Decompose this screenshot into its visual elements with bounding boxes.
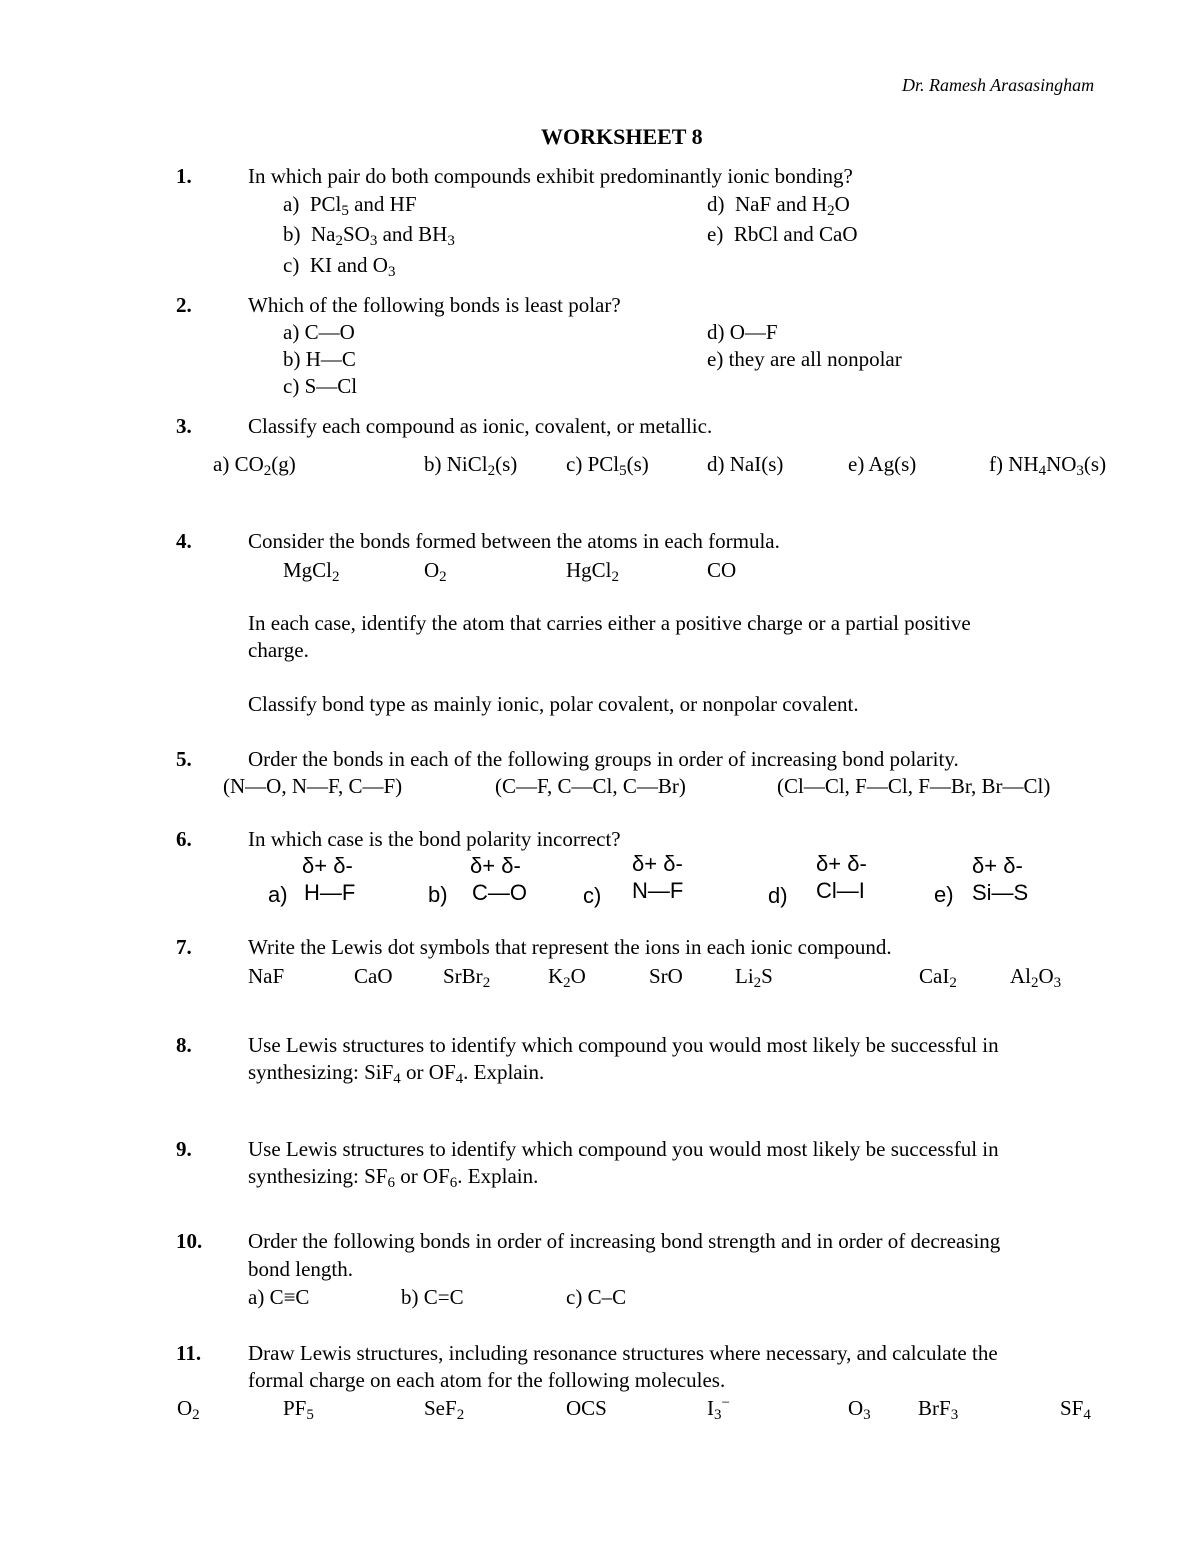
question-3-text: Classify each compound as ionic, covalent, or metallic.: [248, 414, 713, 438]
q9-line-2: synthesizing: $SF_6$ or $OF_6$. Explain.: [248, 1164, 539, 1191]
q10-option-c: c) C–C: [566, 1285, 627, 1309]
question-number-5: 5.: [176, 747, 192, 771]
q2-option-b: b) H—C: [283, 347, 356, 371]
q6-a-partial-charges: δ+ δ-: [302, 853, 353, 878]
q3-option-d: d) NaI(s): [707, 452, 784, 476]
q11-molecule-6: $O_3$: [848, 1396, 871, 1423]
q3-option-f: f) $NH_4NO_3(s)$: [989, 452, 1107, 479]
q7-compound-3: SrBr$_2$: [443, 964, 491, 991]
q6-a-letter: a): [268, 882, 288, 907]
question-number-4: 4.: [176, 529, 192, 553]
q3-option-a: a) $CO_2(g)$: [213, 452, 296, 479]
q6-b-partial-charges: δ+ δ-: [470, 853, 521, 878]
q6-d-bond: Cl—I: [816, 878, 865, 903]
q1-option-c: c) KI and $O_3$: [283, 253, 396, 280]
q8-line-2: synthesizing: SiF$_4$ or $OF_4$. Explain.: [248, 1060, 545, 1087]
author-name: Dr. Ramesh Arasasingham: [902, 75, 1095, 95]
q11-molecule-7: BrF$_3$: [918, 1396, 959, 1423]
question-2-text: Which of the following bonds is least polar?: [248, 293, 621, 317]
q11-line-1: Draw Lewis structures, including resonance structures where necessary, and calculate the: [248, 1341, 998, 1365]
q4-paragraph-1-line-2: charge.: [248, 638, 309, 662]
q10-line-1: Order the following bonds in order of increasing bond strength and in order of decreasing: [248, 1229, 1001, 1253]
q4-formula-2: $O_2$: [424, 558, 447, 585]
question-number-1: 1.: [176, 164, 192, 188]
q4-formula-4: CO: [707, 558, 737, 582]
q11-molecule-8: $SF_4$: [1060, 1396, 1091, 1423]
q6-c-letter: c): [583, 883, 602, 908]
q4-formula-1: MgCl$_2$: [283, 558, 340, 585]
q7-compound-5: SrO: [649, 964, 683, 988]
question-number-6: 6.: [176, 827, 192, 851]
q11-molecule-4: OCS: [566, 1396, 607, 1420]
q1-option-a: a) PCl$_5$ and HF: [283, 192, 417, 219]
question-number-2: 2.: [176, 293, 192, 317]
q5-group-2: (C—F, C—Cl, C—Br): [495, 774, 686, 798]
q2-option-d: d) O—F: [707, 320, 778, 344]
q10-option-a: a) C≡C: [248, 1285, 310, 1309]
question-7-text: Write the Lewis dot symbols that represent the ions in each ionic compound.: [248, 935, 892, 959]
q6-c-bond: N—F: [632, 878, 684, 903]
worksheet-title: WORKSHEET 8: [541, 124, 703, 149]
q6-b-letter: b): [428, 882, 448, 907]
q7-compound-1: NaF: [248, 964, 285, 988]
q8-line-1: Use Lewis structures to identify which compound you would most likely be successful in: [248, 1033, 999, 1057]
q6-e-partial-charges: δ+ δ-: [972, 853, 1023, 878]
q10-line-2: bond length.: [248, 1257, 353, 1281]
q7-compound-6: $Li_2S$: [735, 964, 773, 991]
q11-molecule-1: $O_2$: [177, 1396, 200, 1423]
q5-group-1: (N—O, N—F, C—F): [223, 774, 403, 798]
q4-formula-3: HgCl$_2$: [566, 558, 620, 585]
q6-a-bond: H—F: [304, 880, 356, 905]
question-number-7: 7.: [176, 935, 192, 959]
q11-line-2: formal charge on each atom for the following molecules.: [248, 1368, 726, 1392]
q2-option-e: e) they are all nonpolar: [707, 347, 902, 371]
q1-option-b: b) $Na_2SO_3$ and $BH_3$: [283, 222, 455, 249]
question-number-9: 9.: [176, 1137, 192, 1161]
q6-e-bond: Si—S: [972, 880, 1029, 905]
question-1-text: In which pair do both compounds exhibit predominantly ionic bonding?: [248, 164, 853, 188]
q2-option-c: c) S—Cl: [283, 374, 358, 398]
q1-option-e: e) RbCl and CaO: [707, 222, 858, 246]
question-number-11: 11.: [176, 1341, 202, 1365]
q11-molecule-2: $PF_5$: [283, 1396, 314, 1423]
q1-option-d: d) NaF and $H_2O$: [707, 192, 850, 219]
q3-option-b: b) NiCl$_2$(s): [424, 452, 518, 479]
q6-e-letter: e): [934, 882, 954, 907]
q4-paragraph-1-line-1: In each case, identify the atom that carries either a positive charge or a partial positive: [248, 611, 971, 635]
q6-b-bond: C—O: [472, 880, 527, 905]
q5-group-3: (Cl—Cl, F—Cl, F—Br, Br—Cl): [777, 774, 1051, 798]
q11-molecule-3: SeF$_2$: [424, 1396, 465, 1423]
q7-compound-4: $K_2O$: [548, 964, 586, 991]
question-5-text: Order the bonds in each of the following groups in order of increasing bond polarity.: [248, 747, 959, 771]
question-4-text: Consider the bonds formed between the atoms in each formula.: [248, 529, 780, 553]
q7-compound-8: $Al_2O_3$: [1010, 964, 1062, 991]
q3-option-e: e) Ag(s): [848, 452, 917, 476]
q4-paragraph-2: Classify bond type as mainly ionic, polar covalent, or nonpolar covalent.: [248, 692, 859, 716]
question-number-10: 10.: [176, 1229, 203, 1253]
q10-option-b: b) C=C: [401, 1285, 464, 1309]
q7-compound-7: CaI$_2$: [919, 964, 957, 991]
q6-c-partial-charges: δ+ δ-: [632, 851, 683, 876]
q9-line-1: Use Lewis structures to identify which compound you would most likely be successful in: [248, 1137, 999, 1161]
q11-molecule-5: $I_3^-$: [707, 1395, 730, 1423]
q2-option-a: a) C—O: [283, 320, 355, 344]
question-6-text: In which case is the bond polarity incorrect?: [248, 827, 621, 851]
question-number-3: 3.: [176, 414, 192, 438]
question-number-8: 8.: [176, 1033, 192, 1057]
q6-d-partial-charges: δ+ δ-: [816, 851, 867, 876]
q3-option-c: c) PCl$_5$(s): [566, 452, 649, 479]
q6-d-letter: d): [768, 883, 788, 908]
q7-compound-2: CaO: [354, 964, 393, 988]
